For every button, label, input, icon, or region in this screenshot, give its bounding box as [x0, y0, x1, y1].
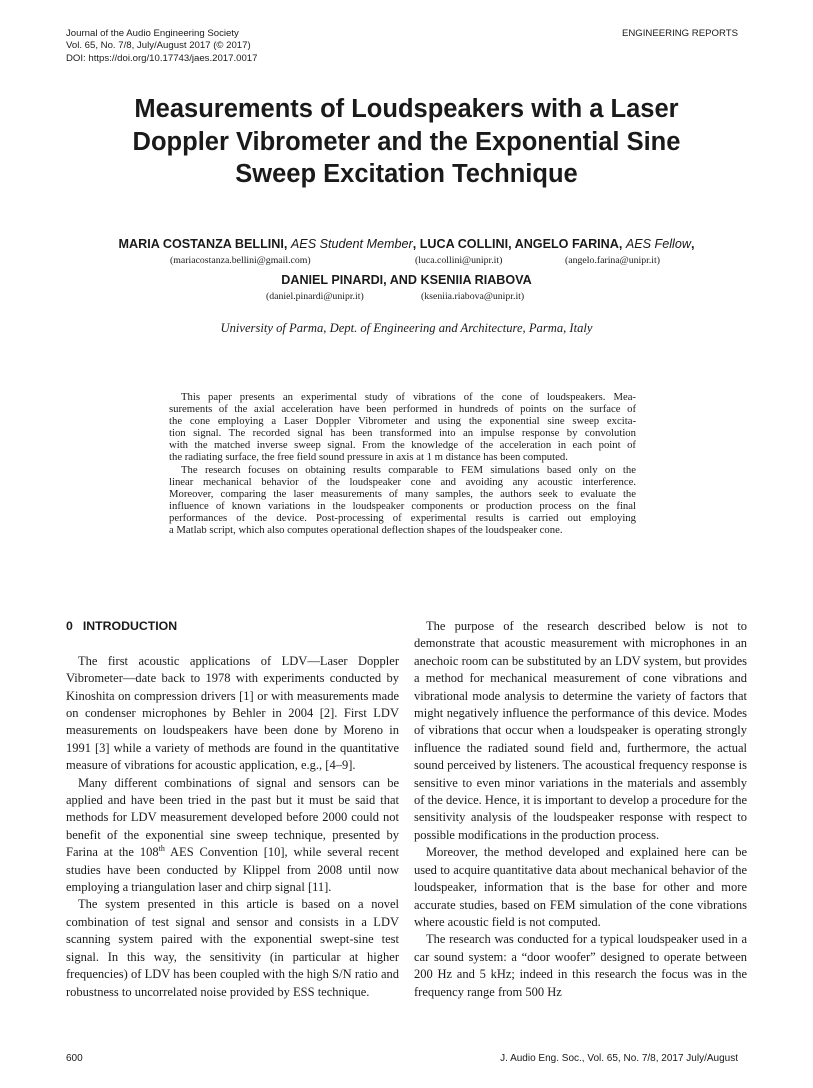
body-column-right	[414, 618, 747, 1001]
journal-header	[66, 28, 257, 65]
title-line-1: Measurements of Loudspeakers with a Laser	[134, 95, 679, 123]
paragraph-text: AES Convention [10], while several recent studies have been conducted by Klippel from 2008 until now employing a triangulation laser and chirp signal [11].	[66, 845, 399, 895]
abstract-line: Moreover, comparing the laser measurements of many samples, the authors seek to evaluate the	[169, 487, 636, 500]
abstract-line: a Matlab script, which also computes operational deflection shapes of the loudspeaker cone.	[169, 524, 563, 537]
abstract	[169, 391, 636, 536]
body-column-left	[66, 618, 399, 1001]
section-title: INTRODUCTION	[82, 619, 178, 633]
abstract-line: This paper presents an experimental study of vibrations of the cone of loudspeakers. Mea-	[181, 391, 636, 403]
footer-citation: J. Audio Eng. Soc., Vol. 65, No. 7/8, 2017 July/August	[500, 1053, 738, 1064]
title-line-3: Sweep Excitation Technique	[235, 160, 578, 188]
abstract-line: influence of known variations in the loudspeaker components or production process on the final	[169, 499, 636, 512]
journal-name: Journal of the Audio Engineering Society	[66, 28, 239, 39]
paper-title	[60, 93, 753, 191]
title-line-2: Doppler Vibrometer and the Exponential Sine	[132, 127, 681, 156]
abstract-line: performances of the device. Post-processing of experimental results is carried out employing	[169, 511, 636, 524]
abstract-line: linear mechanical behavior of the loudspeaker cone and avoiding any acoustic interference.	[169, 475, 636, 488]
journal-doi: DOI: https://doi.org/10.17743/jaes.2017.0017	[66, 52, 258, 64]
paragraph-text: Many different combinations of signal and sensors can be applied and have been tried in the past but it must be said that methods for LDV measurement developed before 2000 could not benefit of the exponential sine sweep technique, presented by Farina at the 108	[66, 775, 399, 860]
author-bellini: MARIA COSTANZA BELLINI,	[118, 237, 288, 251]
authors-line-1-comma: ,	[690, 237, 695, 251]
journal-volume: Vol. 65, No. 7/8, July/August 2017 (© 2017)	[66, 40, 251, 52]
author-farina-role: AES Fellow	[625, 237, 691, 251]
section-label: ENGINEERING REPORTS	[621, 28, 738, 39]
email-collini: (luca.collini@unipr.it)	[415, 255, 503, 266]
authors-line-2: DANIEL PINARDI, AND KSENIIA RIABOVA	[281, 273, 532, 287]
email-pinardi: (daniel.pinardi@unipr.it)	[266, 291, 364, 302]
superscript: th	[158, 844, 165, 854]
email-bellini: (mariacostanza.bellini@gmail.com)	[170, 255, 311, 266]
authors-collini-farina: , LUCA COLLINI, ANGELO FARINA,	[412, 237, 623, 251]
paragraph: The first acoustic applications of LDV—Laser Doppler Vibrometer—date back to 1978 with experiments conducted by Kinoshita on compression drivers [1] or with measurements made on condenser microphones by Behler in 2004 [2]. First LDV measurements on loudspeakers have been done by Moreno in 1991 [3] while a variety of methods are found in the quantitative measure of vibrations for acoustic application, e.g., [4–9].	[66, 653, 399, 773]
page-number: 600	[66, 1053, 83, 1064]
email-riabova: (kseniia.riabova@unipr.it)	[421, 291, 525, 302]
section-number: 0	[66, 619, 73, 633]
abstract-line: the cone employing a Laser Doppler Vibrometer and using the exponential sine sweep excita-	[169, 415, 636, 428]
section-heading	[66, 618, 399, 635]
paragraph: The purpose of the research described below is not to demonstrate that acoustic measurement with microphones in an anechoic room can be substituted by an LDV system, but provides a method for mechanical measurement of cone vibrations and vibrational mode analysis to determine the variety of factors that might negatively influence the performance of this device. Modes of vibrations that occur when a loudspeaker is operating strongly influence the radiated sound field and, furthermore, the actual sound perceived by listeners. The acoustical frequency response is sensitive to even minor variations in the materials and assembly of the device. Hence, it is important to develop a procedure for the sensitivity analysis of the loudspeaker response with respect to possible modifications in the production process.	[414, 619, 747, 842]
email-farina: (angelo.farina@unipr.it)	[565, 255, 660, 266]
paragraph: The system presented in this article is based on a novel combination of test signal and sensor and consists in a LDV scanning system paired with the exponential swept-sine test signal. In this way, the sensitivity (in particular at higher frequencies) of LDV has been coupled with the high S/N ratio and robustness to uncorrelated noise provided by ESS technique.	[66, 897, 399, 999]
abstract-line: surements of the axial acceleration have been performed in hundreds of points on the surface of	[169, 403, 636, 416]
abstract-line: the radiating surface, the free field sound pressure in axis at 1 m distance has been computed.	[169, 451, 568, 464]
author-bellini-role: AES Student Member	[290, 237, 413, 251]
authors-line-1	[40, 237, 773, 251]
abstract-line: The research focuses on obtaining results comparable to FEM simulations based only on the	[181, 463, 636, 476]
paragraph: The research was conducted for a typical loudspeaker used in a car sound system: a “door woofer” designed to operate between 200 Hz and 5 kHz; indeed in this research the focus was in the frequency range from 500 Hz	[414, 932, 747, 999]
abstract-line: with the matched inverse sweep signal. From the knowledge of the acceleration in each point of	[169, 439, 636, 452]
affiliation: University of Parma, Dept. of Engineering and Architecture, Parma, Italy	[220, 321, 593, 335]
abstract-line: tion signal. The recorded signal has been transformed into an impulse response by convolution	[169, 427, 636, 440]
paragraph	[66, 775, 399, 897]
paragraph: Moreover, the method developed and explained here can be used to acquire quantitative data about mechanical behavior of the loudspeaker, information that is the base for other and more accurate studies, based on FEM simulation of the cone vibrations where acoustic field is not computed.	[414, 845, 747, 929]
